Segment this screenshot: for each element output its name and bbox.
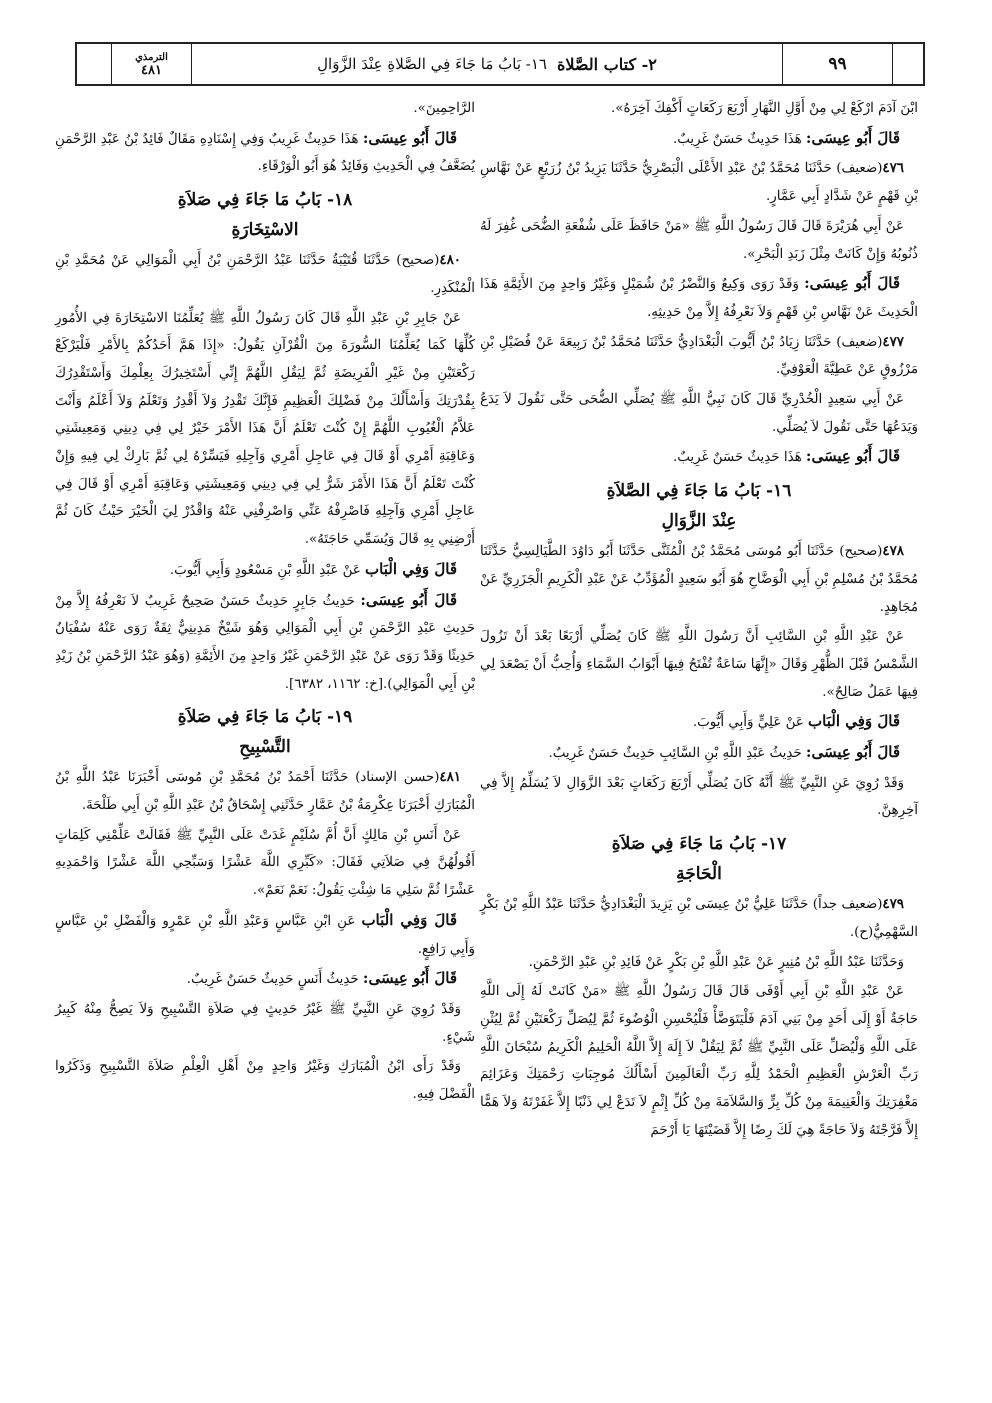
commentary-paragraph: [55, 587, 475, 699]
chapter-heading-16: [480, 476, 918, 536]
commentary-text: حَدِيثُ عَبْدِ اللَّهِ بْنِ السَّائِبِ حَدِيثٌ حَسَنٌ غَرِيبٌ.: [548, 746, 802, 762]
heading-line: ١٧- بَابُ مَا جَاءَ فِي صَلاَةِ: [611, 834, 787, 855]
running-header: [75, 42, 925, 86]
chapter-heading-19: [55, 702, 475, 762]
isnad-text: (ضعيف جداً) حَدَّثَنَا عَلِيُّ بْنُ عِيسَى بْنِ يَزِيدَ الْبَغْدَادِيُّ حَدَّثَنَا عَبْدُ اللَّهِ بْنُ بَكْرٍ السَّهْمِيُّ(ح).: [480, 897, 918, 940]
isnad-text: (حسن الإسناد) حَدَّثَنَا أَحْمَدُ بْنُ مُحَمَّدِ بْنِ مُوسَى أَخْبَرَنَا عَبْدُ اللَّهِ بْنُ الْمُبَارَكِ أَخْبَرَنَا عِكْرِمَةُ بْنُ عَمَّارٍ حَدَّثَنِي إِسْحَاقُ بْنُ عَبْدِ اللَّهِ بْنِ أَبِي طَلْحَةَ.: [55, 770, 475, 814]
commentary-text: عَنْ عَلِيٍّ وَأَبِي أَيُّوبَ.: [692, 715, 804, 731]
narrator-keyword: قَالَ أَبُو عِيسَى:: [360, 590, 457, 609]
narrator-keyword: قَالَ أَبُو عِيسَى:: [805, 447, 900, 466]
ref-number: ٤٨١: [141, 63, 162, 78]
narrator-keyword: قَالَ وَفِي الْبَاب: [808, 712, 900, 731]
paragraph: وَقَدْ رُوِيَ عَنِ النَّبِيِّ ﷺ أَنَّهُ كَانَ يُصَلِّي أَرْبَعَ رَكَعَاتٍ بَعْدَ الزَّوَالِ لاَ يُسَلِّمُ إِلاَّ فِي آخِرِهِنَّ.: [480, 775, 918, 819]
hadith-number: ٤٧٧: [882, 333, 904, 350]
heading-line: ١٩- بَابُ مَا جَاءَ فِي صَلاَةِ: [177, 707, 353, 728]
narrator-keyword: قَالَ أَبُو عِيسَى:: [362, 128, 457, 147]
chapter-heading-17: [480, 829, 918, 889]
narrator-keyword: قَالَ أَبُو عِيسَى:: [805, 128, 900, 147]
commentary-paragraph: [55, 556, 475, 585]
commentary-text: هَذَا حَدِيثٌ حَسَنٌ غَرِيبٌ.: [672, 131, 802, 147]
matn-paragraph: عَنْ أَبِي هُرَيْرَةَ قَالَ قَالَ رَسُولُ اللَّهِ ﷺ «مَنْ حَافَظَ عَلَى شُفْعَةِ الضُّحَى غُفِرَ لَهُ ذُنُوبُهُ وَإِنْ كَانَتْ مِثْلَ زَبَدِ الْبَحْرِ».: [480, 218, 918, 262]
book-title: ٢- كتاب الصَّلاة: [556, 54, 657, 74]
hadith-paragraph: [55, 247, 475, 302]
narrator-keyword: قَالَ أَبُو عِيسَى:: [804, 274, 900, 293]
narrator-keyword: قَالَ أَبُو عِيسَى:: [805, 743, 900, 762]
paragraph: ابْنَ آدَمَ ارْكَعْ لِي مِنْ أَوَّلِ النَّهَارِ أَرْبَعَ رَكَعَاتٍ أَكْفِكَ آخِرَهُ».: [611, 101, 918, 116]
commentary-paragraph: [55, 965, 475, 994]
hadith-number: ٤٧٦: [882, 160, 904, 177]
hadith-paragraph: [480, 155, 918, 210]
isnad-text: (ضعيف) حَدَّثَنَا زِيَادُ بْنُ أَيُّوبَ الْبَغْدَادِيُّ حَدَّثَنَا مُحَمَّدُ بْنُ رَبِيعَةَ عَنْ فُضَيْلِ بْنِ مَرْزُوقٍ عَنْ عَطِيَّةَ الْعَوْفِيِّ.: [480, 334, 918, 378]
heading-line: عِنْدَ الزَّوَالِ: [661, 511, 737, 532]
narrator-keyword: قَالَ وَفِي الْبَاب: [361, 910, 457, 929]
commentary-text: عَنْ عَبْدِ اللَّهِ بْنِ مَسْعُودٍ وَأَبِي أَيُّوبَ.: [169, 562, 361, 578]
header-blank-cell: [77, 44, 112, 84]
right-column: [480, 95, 918, 1147]
commentary-paragraph: [480, 708, 918, 737]
commentary-text: حَدِيثُ أَنَسٍ حَدِيثٌ حَسَنٌ غَرِيبٌ.: [186, 972, 359, 988]
hadith-range-cell: [112, 44, 192, 84]
commentary-text: هَذَا حَدِيثٌ غَرِيبٌ وَفِي إِسْنَادِهِ مَقَالٌ فَائِدُ بْنُ عَبْدِ الرَّحْمَنِ يُضَعَّفُ فِي الْحَدِيثِ وَفَائِدٌ هُوَ أَبُو الْوَرْقَاءِ.: [55, 131, 475, 175]
heading-line: ١٨- بَابُ مَا جَاءَ فِي صَلاَةِ: [177, 190, 353, 211]
isnad-text: (صحيح) حَدَّثَنَا أَبُو مُوسَى مُحَمَّدُ بْنُ الْمُثَنَّى حَدَّثَنَا أَبُو دَاوُدَ الطَّيَالِسِيُّ حَدَّثَنَا مُحَمَّدُ بْنُ مُسْلِمِ بْنِ أَبِي الْوَضَّاحِ هُوَ أَبُو سَعِيدٍ الْمُؤَدِّبُ عَنْ عَبْدِ الْكَرِيمِ الْجَزَرِيِّ عَنْ مُجَاهِدٍ.: [480, 544, 918, 615]
paragraph: الرَّاحِمِينَ».: [413, 101, 475, 116]
commentary-paragraph: [480, 443, 918, 472]
commentary-paragraph: [55, 125, 475, 181]
narrator-keyword: قَالَ وَفِي الْبَاب: [365, 559, 457, 578]
matn-paragraph: عَنْ أَنَسِ بْنِ مَالِكٍ أَنَّ أُمَّ سُلَيْمٍ غَدَتْ عَلَى النَّبِيِّ ﷺ فَقَالَتْ عَلِّمْنِي كَلِمَاتٍ أَقُولُهُنَّ فِي صَلاَتِي فَقَالَ: «كَبِّرِي اللَّهَ عَشْرًا وَسَبِّحِي اللَّهَ عَشْرًا وَاحْمَدِيهِ عَشْرًا ثُمَّ سَلِي مَا شِئْتِ يَقُولُ: نَعَمْ نَعَمْ».: [55, 827, 475, 899]
chapter-title: ١٦- بَابُ مَا جَاءَ فِي الصَّلاةِ عِنْدَ الزَّوَالِ: [317, 55, 547, 73]
commentary-text: عَنِ ابْنِ عَبَّاسٍ وَعَبْدِ اللَّهِ بْنِ عَمْرٍو وَالْفَضْلِ بْنِ عَبَّاسٍ وَأَبِي رَافِعٍ.: [55, 913, 475, 957]
commentary-paragraph: [480, 270, 918, 326]
commentary-text: وَقَدْ رَوَى وَكِيعٌ وَالنَّضْرُ بْنُ شُمَيْلٍ وَغَيْرُ وَاحِدٍ مِنَ الأَئِمَّةِ هَذَا الْحَدِيثَ عَنْ نَهَّاسِ بْنِ قَهْمٍ وَلاَ نَعْرِفُهُ إِلاَّ مِنْ حَدِيثِهِ.: [480, 277, 918, 320]
commentary-paragraph: [55, 907, 475, 963]
commentary-paragraph: [480, 739, 918, 768]
ref-label: الترمذي: [135, 52, 168, 63]
matn-paragraph: عَنْ جَابِرِ بْنِ عَبْدِ اللَّهِ قَالَ كَانَ رَسُولُ اللَّهِ ﷺ يُعَلِّمُنَا الاسْتِخَارَةَ فِي الأُمُورِ كُلِّهَا كَمَا يُعَلِّمُنَا السُّورَةَ مِنَ الْقُرْآنِ يَقُولُ: «إِذَا هَمَّ أَحَدُكُمْ بِالأَمْرِ فَلْيَرْكَعْ رَكْعَتَيْنِ مِنْ غَيْرِ الْفَرِيضَةِ ثُمَّ لِيَقُلِ اللَّهُمَّ إِنِّي أَسْتَخِيرُكَ بِعِلْمِكَ وَأَسْتَقْدِرُكَ بِقُدْرَتِكَ وَأَسْأَلُكَ مِنْ فَضْلِكَ الْعَظِيمِ فَإِنَّكَ تَقْدِرُ وَلاَ أَقْدِرُ وَتَعْلَمُ وَلاَ أَعْلَمُ وَأَنْتَ عَلاَّمُ الْغُيُوبِ اللَّهُمَّ إِنْ كُنْتَ تَعْلَمُ أَنَّ هَذَا الأَمْرَ خَيْرٌ لِي فِي دِينِي وَمَعِيشَتِي وَعَاقِبَةِ أَمْرِي أَوْ قَالَ فِي عَاجِلِ أَمْرِي وَآجِلِهِ فَيَسِّرْهُ لِي ثُمَّ بَارِكْ لِي فِيهِ وَإِنْ كُنْتَ تَعْلَمُ أَنَّ هَذَا الأَمْرَ شَرٌّ لِي فِي دِينِي وَمَعِيشَتِي وَعَاقِبَةِ أَمْرِي أَوْ قَالَ فِي عَاجِلِ أَمْرِي وَآجِلِهِ فَاصْرِفْهُ عَنِّي وَاصْرِفْنِي عَنْهُ وَاقْدُرْ لِيَ الْخَيْرَ حَيْثُ كَانَ ثُمَّ أَرْضِنِي بِهِ قَالَ وَيُسَمِّي حَاجَتَهُ».: [55, 310, 475, 548]
hadith-paragraph: [480, 538, 918, 621]
hadith-number: ٤٧٨: [882, 543, 904, 560]
matn-paragraph: عَنْ أَبِي سَعِيدٍ الْخُدْرِيِّ قَالَ كَانَ نَبِيُّ اللَّهِ ﷺ يُصَلِّي الضُّحَى حَتَّى نَقُولَ لاَ يَدَعُ وَيَدَعُهَا حَتَّى نَقُولَ لاَ يُصَلِّي.: [480, 392, 918, 435]
isnad-text: (ضعيف) حَدَّثَنَا مُحَمَّدُ بْنُ عَبْدِ الأَعْلَى الْبَصْرِيُّ حَدَّثَنَا يَزِيدُ بْنُ زُرَيْعٍ عَنْ نَهَّاسِ بْنِ قَهْمٍ عَنْ شَدَّادٍ أَبِي عَمَّارٍ.: [480, 161, 918, 205]
heading-line: الاسْتِخَارَةِ: [231, 220, 299, 241]
paragraph: وَقَدْ رُوِيَ عَنِ النَّبِيِّ ﷺ غَيْرُ حَدِيثٍ فِي صَلاَةِ التَّسْبِيحِ وَلاَ يَصِحُّ مِنْهُ كَبِيرُ شَيْءٍ.: [55, 1001, 475, 1045]
hadith-paragraph: [55, 764, 475, 819]
chapter-heading-18: [55, 185, 475, 245]
heading-line: الْحَاجَةِ: [676, 864, 722, 885]
hadith-paragraph: [480, 329, 918, 384]
left-column: [55, 95, 475, 1111]
commentary-paragraph: [480, 125, 918, 154]
hadith-number: ٤٧٩: [882, 896, 904, 913]
isnad-text: (صحيح) حَدَّثَنَا قُتَيْبَةُ حَدَّثَنَا عَبْدُ الرَّحْمَنِ بْنُ أَبِي الْمَوَالِي عَنْ مُحَمَّدِ بْنِ الْمُنْكَدِرِ.: [55, 253, 475, 296]
matn-paragraph: عَنْ عَبْدِ اللَّهِ بْنِ السَّائِبِ أَنَّ رَسُولَ اللَّهِ ﷺ كَانَ يُصَلِّي أَرْبَعًا بَعْدَ أَنْ تَزُولَ الشَّمْسُ قَبْلَ الظُّهْرِ وَقَالَ «إِنَّهَا سَاعَةٌ تُفْتَحُ فِيهَا أَبْوَابُ السَّمَاءِ وَأُحِبُّ أَنْ يَصْعَدَ لِي فِيهَا عَمَلٌ صَالِحٌ».: [480, 629, 918, 700]
matn-paragraph: عَنْ عَبْدِ اللَّهِ بْنِ أَبِي أَوْفَى قَالَ قَالَ رَسُولُ اللَّهِ ﷺ «مَنْ كَانَتْ لَهُ إِلَى اللَّهِ حَاجَةٌ أَوْ إِلَى أَحَدٍ مِنْ بَنِي آدَمَ فَلْيَتَوَضَّأْ فَلْيُحْسِنِ الْوُضُوءَ ثُمَّ لِيُصَلِّ رَكْعَتَيْنِ ثُمَّ لِيُثْنِ عَلَى اللَّهِ وَلْيُصَلِّ عَلَى النَّبِيِّ ﷺ ثُمَّ لِيَقُلْ لاَ إِلَهَ إِلاَّ اللَّهُ الْحَلِيمُ الْكَرِيمُ سُبْحَانَ اللَّهِ رَبِّ الْعَرْشِ الْعَظِيمِ الْحَمْدُ لِلَّهِ رَبِّ الْعَالَمِينَ أَسْأَلُكَ مُوجِبَاتِ رَحْمَتِكَ وَعَزَائِمَ مَغْفِرَتِكَ وَالْغَنِيمَةَ مِنْ كُلِّ بِرٍّ وَالسَّلاَمَةَ مِنْ كُلِّ إِثْمٍ لاَ تَدَعْ لِي ذَنْبًا إِلاَّ غَفَرْتَهُ وَلاَ هَمًّا إِلاَّ فَرَّجْتَهُ وَلاَ حَاجَةً هِيَ لَكَ رِضًا إِلاَّ قَضَيْتَهَا يَا أَرْحَمَ: [480, 984, 918, 1138]
hadith-number: ٤٨١: [439, 769, 461, 786]
isnad-paragraph: وَحَدَّثَنَا عَبْدُ اللَّهِ بْنُ مُنِيرٍ عَنْ عَبْدِ اللَّهِ بْنِ بَكْرٍ عَنْ فَائِدِ بْنِ عَبْدِ الرَّحْمَنِ.: [528, 954, 904, 970]
header-title-cell: [192, 44, 783, 84]
hadith-number: ٤٨٠: [439, 252, 461, 269]
page-number: ٩٩: [783, 44, 893, 84]
heading-line: التَّسْبِيحِ: [239, 737, 291, 758]
commentary-text: هَذَا حَدِيثٌ حَسَنٌ غَرِيبٌ.: [672, 450, 802, 466]
heading-line: ١٦- بَابُ مَا جَاءَ فِي الصَّلاَةِ: [606, 481, 792, 502]
narrator-keyword: قَالَ أَبُو عِيسَى:: [362, 969, 457, 988]
commentary-text: حَدِيثُ جَابِرٍ حَدِيثٌ حَسَنٌ صَحِيحٌ غَرِيبٌ لاَ نَعْرِفُهُ إِلاَّ مِنْ حَدِيثِ عَبْدِ الرَّحْمَنِ بْنِ أَبِي الْمَوَالِي وَهُوَ شَيْخٌ مَدِينِيٌّ ثِقَةٌ رَوَى عَنْهُ سُفْيَانُ حَدِيثًا وَقَدْ رَوَى عَنْ عَبْدِ الرَّحْمَنِ غَيْرُ وَاحِدٍ مِنَ الأَئِمَّةِ (وَهُوَ عَبْدُ الرَّحْمَنِ بْنُ زَيْدِ بْنِ أَبِي الْمَوَالِي).[خ: ١١٦٢، ٦٣٨٢].: [55, 593, 475, 692]
hadith-paragraph: [480, 891, 918, 946]
paragraph: وَقَدْ رَأَى ابْنُ الْمُبَارَكِ وَغَيْرُ وَاحِدٍ مِنْ أَهْلِ الْعِلْمِ صَلاَةَ التَّسْبِيحِ وَذَكَرُوا الْفَضْلَ فِيهِ.: [55, 1059, 475, 1103]
header-blank-cell-2: [893, 44, 923, 84]
